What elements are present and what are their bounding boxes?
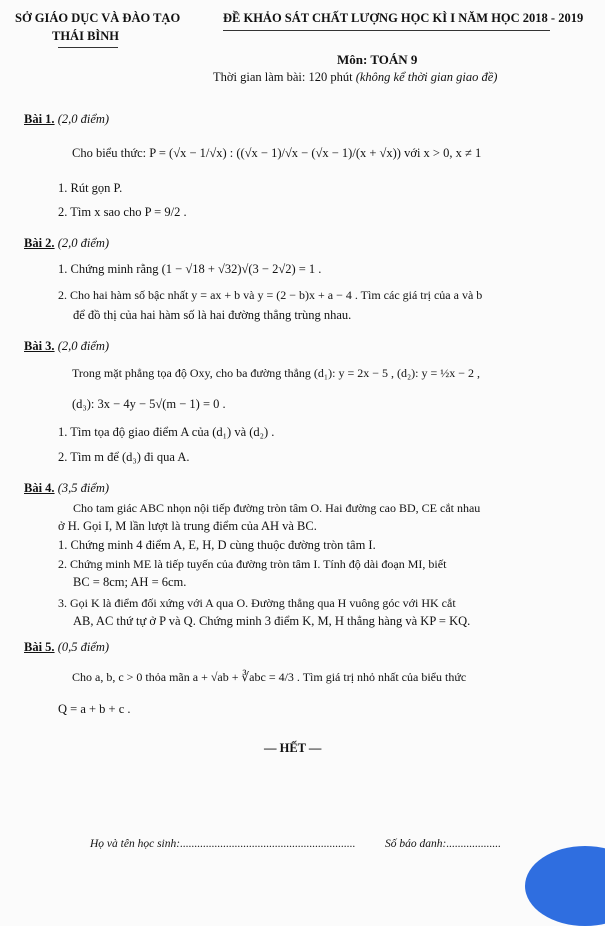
problem-3-heading <box>24 339 109 354</box>
corner-overlay-shape <box>525 846 605 926</box>
problem-5-title: Bài 5. <box>24 640 55 654</box>
problem-4-points: (3,5 điểm) <box>54 481 110 495</box>
candidate-number-field: Số báo danh:................... <box>385 838 501 850</box>
problem-2-points: (2,0 điểm) <box>54 236 110 250</box>
problem-1-heading <box>24 112 109 127</box>
problem-3-intro: Trong mặt phẳng tọa độ Oxy, cho ba đường thẳng (d₁): y = 2x − 5 , (d₂): y = ½x − 2 , <box>72 366 481 380</box>
end-marker: — HẾT — <box>264 741 322 755</box>
exam-title: ĐỀ KHẢO SÁT CHẤT LƯỢNG HỌC KÌ I NĂM HỌC 2018 - 2019 <box>223 11 584 25</box>
problem-4-part-3-cont: AB, AC thứ tự ở P và Q. Chứng minh 3 điểm K, M, H thẳng hàng và KP = KQ. <box>73 614 471 628</box>
problem-4-heading <box>24 481 109 496</box>
problem-3-part-2: 2. Tìm m để (d₃) đi qua A. <box>58 450 190 464</box>
problem-3-title: Bài 3. <box>24 339 55 353</box>
province-name: THÁI BÌNH <box>52 29 120 43</box>
problem-4-part-2: 2. Chứng minh ME là tiếp tuyến của đường tròn tâm I. Tính độ dài đoạn MI, biết <box>58 557 447 571</box>
problem-4-title: Bài 4. <box>24 481 55 495</box>
department-name: SỞ GIÁO DỤC VÀ ĐÀO TẠO <box>15 11 181 25</box>
subject-line: Môn: TOÁN 9 <box>337 52 418 67</box>
problem-2-heading <box>24 236 109 251</box>
problem-5-expression: Q = a + b + c . <box>58 702 131 716</box>
problem-3-line-d3: (d₃): 3x − 4y − 5√(m − 1) = 0 . <box>72 397 226 411</box>
problem-5-points: (0,5 điểm) <box>54 640 110 654</box>
problem-1-part-1: 1. Rút gọn P. <box>58 181 123 195</box>
problem-1-title: Bài 1. <box>24 112 55 126</box>
problem-4-intro-cont: ở H. Gọi I, M lần lượt là trung điểm của AH và BC. <box>58 519 317 533</box>
time-note: (không kể thời gian giao đề) <box>355 70 498 84</box>
time-text: Thời gian làm bài: 120 phút <box>213 70 356 84</box>
problem-3-part-1: 1. Tìm tọa độ giao điểm A của (d₁) và (d₂) . <box>58 425 275 439</box>
problem-4-part-3: 3. Gọi K là điểm đối xứng với A qua O. Đường thẳng qua H vuông góc với HK cắt <box>58 596 456 610</box>
problem-2-part-2: 2. Cho hai hàm số bậc nhất y = ax + b và y = (2 − b)x + a − 4 . Tìm các giá trị của a và b <box>58 288 483 302</box>
problem-2-part-1: 1. Chứng minh rằng (1 − √18 + √32)√(3 − 2√2) = 1 . <box>58 262 322 276</box>
problem-2-part-2-cont: để đồ thị của hai hàm số là hai đường thẳng trùng nhau. <box>73 308 352 322</box>
problem-1-part-2: 2. Tìm x sao cho P = 9/2 . <box>58 205 187 219</box>
time-line <box>213 70 497 85</box>
problem-1-points: (2,0 điểm) <box>54 112 110 126</box>
problem-4-part-1: 1. Chứng minh 4 điểm A, E, H, D cùng thuộc đường tròn tâm I. <box>58 538 376 552</box>
problem-5-statement: Cho a, b, c > 0 thỏa mãn a + √ab + ∛abc = 4/3 . Tìm giá trị nhỏ nhất của biểu thức <box>72 670 467 684</box>
problem-2-title: Bài 2. <box>24 236 55 250</box>
problem-1-expression: Cho biểu thức: P = (√x − 1/√x) : ((√x − 1)/√x − (√x − 1)/(x + √x)) với x > 0, x ≠ 1 <box>72 146 482 160</box>
problem-3-points: (2,0 điểm) <box>54 339 110 353</box>
problem-5-heading <box>24 640 109 655</box>
problem-4-intro: Cho tam giác ABC nhọn nội tiếp đường tròn tâm O. Hai đường cao BD, CE cắt nhau <box>73 501 481 515</box>
header-divider-left <box>58 47 118 48</box>
header-divider-right <box>223 30 550 31</box>
student-name-field: Họ và tên học sinh:............................................................. <box>90 838 356 850</box>
problem-4-part-2-cont: BC = 8cm; AH = 6cm. <box>73 575 187 589</box>
